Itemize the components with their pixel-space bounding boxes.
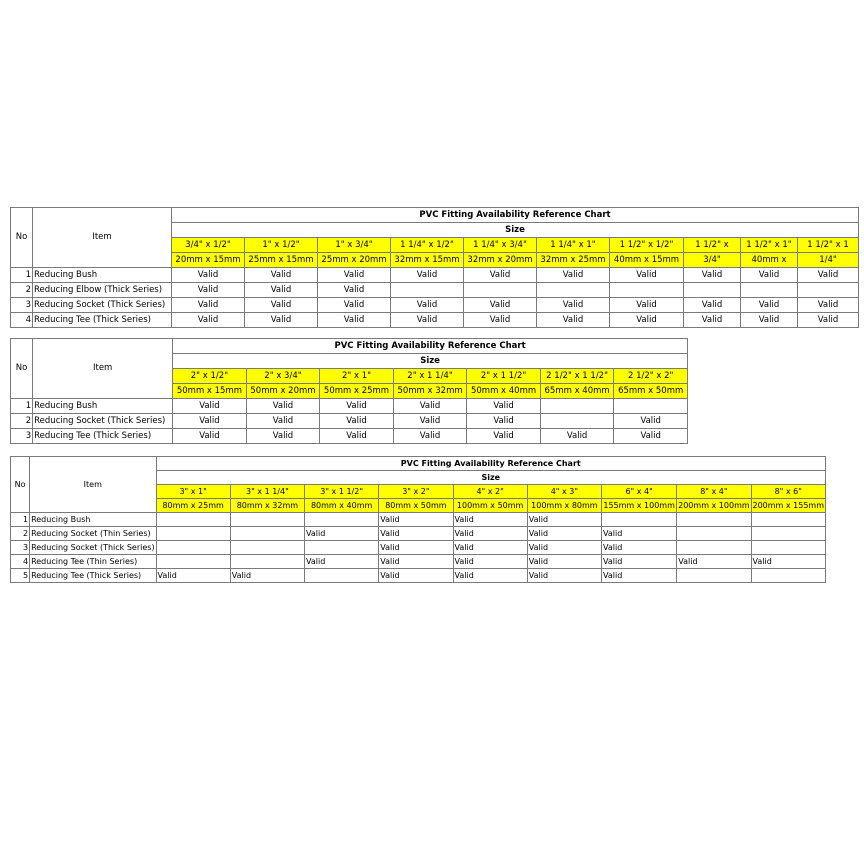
availability-cell: Valid xyxy=(741,313,798,328)
availability-cell: Valid xyxy=(173,429,247,444)
availability-cell: Valid xyxy=(741,268,798,283)
availability-cell: Valid xyxy=(379,527,453,541)
availability-cell: Valid xyxy=(464,313,537,328)
row-number: 2 xyxy=(11,414,33,429)
availability-cell: Valid xyxy=(245,298,318,313)
chart-title: PVC Fitting Availability Reference Chart xyxy=(173,339,688,354)
size-mm: 100mm x 80mm xyxy=(527,499,601,513)
size-inch: 4" x 3" xyxy=(527,485,601,499)
size-mm: 40mm x 15mm xyxy=(610,253,684,268)
availability-cell: Valid xyxy=(527,555,601,569)
availability-cell: Valid xyxy=(453,569,527,583)
table-row xyxy=(11,569,826,583)
availability-cell: Valid xyxy=(318,298,391,313)
availability-cell: Valid xyxy=(393,414,467,429)
size-mm: 40mm x xyxy=(741,253,798,268)
item-name: Reducing Bush xyxy=(33,268,172,283)
size-mm: 100mm x 50mm xyxy=(453,499,527,513)
row-number: 1 xyxy=(11,399,33,414)
availability-cell: Valid xyxy=(320,399,394,414)
availability-cell: Valid xyxy=(751,555,825,569)
size-inch: 1 1/4" x 1" xyxy=(537,238,610,253)
size-mm: 32mm x 20mm xyxy=(464,253,537,268)
availability-cell: Valid xyxy=(527,569,601,583)
availability-cell: Valid xyxy=(467,399,541,414)
size-inch: 2" x 1/2" xyxy=(173,369,247,384)
availability-cell: Valid xyxy=(467,414,541,429)
availability-cell xyxy=(751,513,825,527)
size-inch: 3" x 1" xyxy=(156,485,230,499)
size-header: Size xyxy=(173,354,688,369)
size-inch: 3" x 1 1/2" xyxy=(305,485,379,499)
availability-cell: Valid xyxy=(173,399,247,414)
size-mm: 80mm x 32mm xyxy=(230,499,304,513)
size-inch: 2" x 3/4" xyxy=(246,369,320,384)
availability-cell: Valid xyxy=(172,268,245,283)
availability-cell: Valid xyxy=(467,429,541,444)
availability-cell: Valid xyxy=(602,555,677,569)
table-row xyxy=(11,429,688,444)
size-inch: 8" x 4" xyxy=(677,485,751,499)
availability-cell xyxy=(305,513,379,527)
availability-cell: Valid xyxy=(464,298,537,313)
table-row xyxy=(11,414,688,429)
size-inch: 1" x 1/2" xyxy=(245,238,318,253)
availability-cell: Valid xyxy=(379,513,453,527)
size-inch: 2" x 1" xyxy=(320,369,394,384)
size-inch: 1 1/2" x 1" xyxy=(741,238,798,253)
size-mm: 50mm x 15mm xyxy=(173,384,247,399)
size-inch: 2 1/2" x 1 1/2" xyxy=(540,369,614,384)
size-mm: 25mm x 20mm xyxy=(318,253,391,268)
size-header: Size xyxy=(172,223,859,238)
row-number: 4 xyxy=(11,313,33,328)
availability-cell: Valid xyxy=(602,541,677,555)
availability-cell: Valid xyxy=(379,569,453,583)
availability-cell: Valid xyxy=(537,313,610,328)
item-name: Reducing Tee (Thick Series) xyxy=(33,429,173,444)
availability-cell: Valid xyxy=(393,429,467,444)
item-name: Reducing Elbow (Thick Series) xyxy=(33,283,172,298)
availability-cell: Valid xyxy=(614,429,688,444)
size-inch: 1 1/4" x 1/2" xyxy=(391,238,464,253)
size-mm: 20mm x 15mm xyxy=(172,253,245,268)
size-inch: 3/4" x 1/2" xyxy=(172,238,245,253)
availability-cell xyxy=(751,527,825,541)
table-row xyxy=(11,283,859,298)
availability-cell xyxy=(391,283,464,298)
no-header: No xyxy=(11,457,30,513)
row-number: 4 xyxy=(11,555,30,569)
availability-cell: Valid xyxy=(246,414,320,429)
size-mm: 32mm x 25mm xyxy=(537,253,610,268)
table-row xyxy=(11,541,826,555)
row-number: 2 xyxy=(11,527,30,541)
size-inch: 1 1/2" x 1 xyxy=(798,238,859,253)
availability-cell: Valid xyxy=(684,313,741,328)
size-mm: 200mm x 100mm xyxy=(677,499,751,513)
availability-cell xyxy=(610,283,684,298)
availability-cell: Valid xyxy=(173,414,247,429)
availability-cell: Valid xyxy=(320,429,394,444)
availability-cell: Valid xyxy=(172,283,245,298)
availability-cell: Valid xyxy=(245,268,318,283)
item-header: Item xyxy=(30,457,156,513)
availability-cell xyxy=(751,541,825,555)
size-mm: 50mm x 32mm xyxy=(393,384,467,399)
availability-cell: Valid xyxy=(537,298,610,313)
availability-cell: Valid xyxy=(610,313,684,328)
availability-cell xyxy=(305,569,379,583)
size-mm: 200mm x 155mm xyxy=(751,499,825,513)
table-row xyxy=(11,313,859,328)
size-mm: 65mm x 50mm xyxy=(614,384,688,399)
size-inch: 2" x 1 1/4" xyxy=(393,369,467,384)
reference-chart-table-1 xyxy=(10,207,859,328)
availability-cell xyxy=(540,414,614,429)
row-number: 1 xyxy=(11,268,33,283)
availability-cell xyxy=(677,541,751,555)
availability-cell xyxy=(230,527,304,541)
item-name: Reducing Socket (Thick Series) xyxy=(33,298,172,313)
availability-cell xyxy=(230,541,304,555)
availability-cell xyxy=(798,283,859,298)
availability-cell: Valid xyxy=(464,268,537,283)
chart-title: PVC Fitting Availability Reference Chart xyxy=(156,457,826,471)
table-row xyxy=(11,555,826,569)
table-row xyxy=(11,268,859,283)
availability-cell: Valid xyxy=(391,268,464,283)
availability-cell: Valid xyxy=(677,555,751,569)
size-mm: 65mm x 40mm xyxy=(540,384,614,399)
availability-cell: Valid xyxy=(798,298,859,313)
size-mm: 155mm x 100mm xyxy=(602,499,677,513)
size-mm: 80mm x 50mm xyxy=(379,499,453,513)
size-inch: 8" x 6" xyxy=(751,485,825,499)
availability-cell xyxy=(464,283,537,298)
availability-cell: Valid xyxy=(172,298,245,313)
size-mm: 80mm x 25mm xyxy=(156,499,230,513)
size-inch: 3" x 2" xyxy=(379,485,453,499)
row-number: 2 xyxy=(11,283,33,298)
availability-cell xyxy=(602,513,677,527)
item-name: Reducing Tee (Thick Series) xyxy=(30,569,156,583)
size-inch: 2" x 1 1/2" xyxy=(467,369,541,384)
availability-cell: Valid xyxy=(537,268,610,283)
item-name: Reducing Socket (Thick Series) xyxy=(30,541,156,555)
availability-cell: Valid xyxy=(741,298,798,313)
size-mm: 1/4" xyxy=(798,253,859,268)
row-number: 5 xyxy=(11,569,30,583)
availability-cell: Valid xyxy=(305,555,379,569)
size-inch: 3" x 1 1/4" xyxy=(230,485,304,499)
availability-cell xyxy=(156,541,230,555)
no-header: No xyxy=(11,339,33,399)
row-number: 3 xyxy=(11,298,33,313)
availability-cell xyxy=(540,399,614,414)
table-row xyxy=(11,399,688,414)
reference-chart-table-2 xyxy=(10,338,688,444)
availability-cell: Valid xyxy=(318,283,391,298)
size-inch: 1 1/4" x 3/4" xyxy=(464,238,537,253)
table-row xyxy=(11,527,826,541)
availability-cell: Valid xyxy=(172,313,245,328)
size-mm: 50mm x 25mm xyxy=(320,384,394,399)
availability-cell: Valid xyxy=(684,268,741,283)
availability-cell: Valid xyxy=(453,555,527,569)
row-number: 1 xyxy=(11,513,30,527)
size-mm: 25mm x 15mm xyxy=(245,253,318,268)
availability-cell xyxy=(537,283,610,298)
availability-cell: Valid xyxy=(320,414,394,429)
availability-cell: Valid xyxy=(602,527,677,541)
chart-title: PVC Fitting Availability Reference Chart xyxy=(172,208,859,223)
size-mm: 50mm x 20mm xyxy=(246,384,320,399)
availability-cell xyxy=(677,513,751,527)
availability-cell xyxy=(230,555,304,569)
item-name: Reducing Tee (Thick Series) xyxy=(33,313,172,328)
availability-cell: Valid xyxy=(453,513,527,527)
availability-cell xyxy=(156,513,230,527)
item-header: Item xyxy=(33,339,173,399)
availability-cell xyxy=(684,283,741,298)
availability-cell: Valid xyxy=(391,298,464,313)
availability-cell xyxy=(677,527,751,541)
availability-cell: Valid xyxy=(527,541,601,555)
availability-cell xyxy=(741,283,798,298)
size-mm: 32mm x 15mm xyxy=(391,253,464,268)
availability-cell: Valid xyxy=(391,313,464,328)
availability-cell xyxy=(230,513,304,527)
availability-cell: Valid xyxy=(684,298,741,313)
availability-cell: Valid xyxy=(305,527,379,541)
row-number: 3 xyxy=(11,541,30,555)
availability-cell: Valid xyxy=(246,399,320,414)
availability-cell: Valid xyxy=(602,569,677,583)
availability-cell: Valid xyxy=(798,313,859,328)
row-number: 3 xyxy=(11,429,33,444)
item-name: Reducing Bush xyxy=(33,399,173,414)
availability-cell xyxy=(614,399,688,414)
size-mm: 50mm x 40mm xyxy=(467,384,541,399)
table-row xyxy=(11,513,826,527)
availability-cell: Valid xyxy=(379,555,453,569)
availability-cell: Valid xyxy=(610,298,684,313)
availability-cell: Valid xyxy=(527,527,601,541)
no-header: No xyxy=(11,208,33,268)
availability-cell: Valid xyxy=(230,569,304,583)
item-name: Reducing Bush xyxy=(30,513,156,527)
availability-cell: Valid xyxy=(527,513,601,527)
reference-chart-table-3 xyxy=(10,456,826,583)
size-inch: 6" x 4" xyxy=(602,485,677,499)
availability-cell: Valid xyxy=(245,283,318,298)
availability-cell: Valid xyxy=(453,527,527,541)
size-inch: 4" x 2" xyxy=(453,485,527,499)
availability-cell: Valid xyxy=(318,313,391,328)
availability-cell: Valid xyxy=(246,429,320,444)
availability-cell: Valid xyxy=(156,569,230,583)
availability-cell: Valid xyxy=(379,541,453,555)
availability-cell xyxy=(156,555,230,569)
item-name: Reducing Tee (Thin Series) xyxy=(30,555,156,569)
size-mm: 80mm x 40mm xyxy=(305,499,379,513)
availability-cell xyxy=(751,569,825,583)
item-name: Reducing Socket (Thick Series) xyxy=(33,414,173,429)
availability-cell xyxy=(156,527,230,541)
size-mm: 3/4" xyxy=(684,253,741,268)
size-inch: 1 1/2" x 1/2" xyxy=(610,238,684,253)
availability-cell: Valid xyxy=(318,268,391,283)
size-inch: 1" x 3/4" xyxy=(318,238,391,253)
size-inch: 2 1/2" x 2" xyxy=(614,369,688,384)
availability-cell: Valid xyxy=(610,268,684,283)
item-header: Item xyxy=(33,208,172,268)
availability-cell: Valid xyxy=(540,429,614,444)
availability-cell xyxy=(677,569,751,583)
item-name: Reducing Socket (Thin Series) xyxy=(30,527,156,541)
availability-cell xyxy=(305,541,379,555)
size-inch: 1 1/2" x xyxy=(684,238,741,253)
table-row xyxy=(11,298,859,313)
availability-cell: Valid xyxy=(798,268,859,283)
availability-cell: Valid xyxy=(393,399,467,414)
size-header: Size xyxy=(156,471,826,485)
availability-cell: Valid xyxy=(453,541,527,555)
availability-cell: Valid xyxy=(245,313,318,328)
availability-cell: Valid xyxy=(614,414,688,429)
